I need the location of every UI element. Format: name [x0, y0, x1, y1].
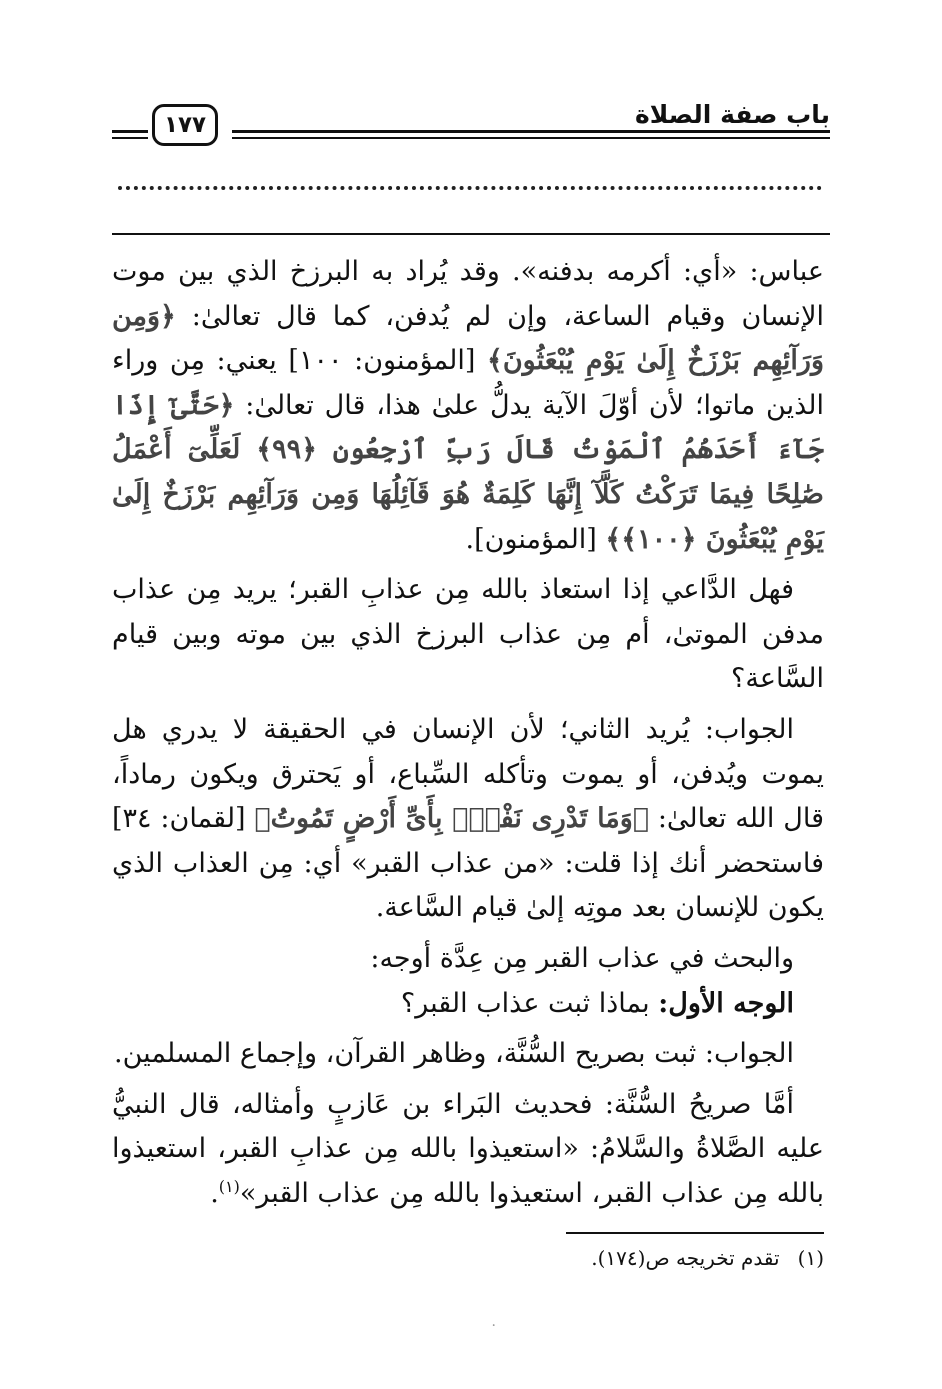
header-rule-left	[112, 130, 148, 139]
main-text	[112, 250, 824, 1222]
page-mark: ·	[491, 1318, 496, 1334]
quran-verse-3: ﴿وَمَا تَدْرِى نَفْسٌۢ بِأَىِّ أَرْضٍ تَمُوتُ﴾	[254, 803, 649, 835]
section-label: الوجه الأول:	[658, 987, 794, 1019]
quran-verse-2: ﴿حَتَّىٰٓ إِذَا جَآءَ أَحَدَهُمُ ٱلْمَوْتُ قَالَ رَبِّ ٱرْجِعُونِ ﴿٩٩﴾ لَعَلِّىٓ أَعْمَلُ صَٰلِحًا فِيمَا تَرَكْتُ كَلَّآ إِنَّهَا كَلِمَةٌ هُوَ قَآئِلُهَا وَمِن وَرَآئِهِم بَرْزَخٌ إِلَىٰ يَوْمِ يُبْعَثُونَ ﴿١٠٠﴾﴾	[112, 389, 824, 555]
footnote-reference[interactable]: (١)	[218, 1176, 240, 1196]
paragraph-7-end: .	[210, 1177, 219, 1209]
paragraph-3-text-a: الجواب: يُريد الثاني؛ لأن الإنسان في الحقيقة لا يدري هل يموت ويُدفن، أو يموت وتأكله السِّباع، أو يَحترق ويكون رماداً، قال الله تعالىٰ:	[112, 713, 824, 835]
paragraph-6: الجواب: ثبت بصريح السُّنَّة، وظاهر القرآن، وإجماع المسلمين.	[114, 1038, 794, 1070]
paragraph-3-text-b: [لقمان: ٣٤] فاستحضر أنك إذا قلت: «من عذاب القبر» أي: مِن العذاب الذي يكون للإنسان بعد موتِه إلىٰ قيام السَّاعة.	[112, 803, 824, 924]
paragraph-1-text-a: عباس: «أي: أكرمه بدفنه». وقد يُراد به البرزخ الذي بين موت الإنسان وقيام الساعة، وإن لم يُدفن، كما قال تعالىٰ:	[112, 256, 824, 332]
footnote-rule	[566, 1232, 824, 1234]
chapter-title: باب صفة الصلاة	[635, 100, 830, 129]
footnote-text: تقدم تخريجه ص(١٧٤).	[591, 1246, 780, 1270]
paragraph-7	[112, 1083, 824, 1217]
paragraph-1-text-b: [المؤمنون: ١٠٠] يعني: مِن وراء الذين ماتوا؛ لأن أوّلَ الآية يدلُّ علىٰ هذا، قال تعالىٰ:	[112, 345, 824, 421]
quran-verse-1: ﴿وَمِن وَرَآئِهِم بَرْزَخٌ إِلَىٰ يَوْمِ يُبْعَثُونَ﴾	[112, 300, 824, 377]
paragraph-5	[112, 982, 824, 1027]
paragraph-1	[112, 250, 824, 562]
footnote-number: (١)	[797, 1246, 824, 1270]
section-question: بماذا ثبت عذاب القبر؟	[400, 987, 659, 1019]
top-rule	[112, 233, 830, 235]
paragraph-3	[112, 708, 824, 931]
page-header	[112, 96, 830, 156]
header-rule	[232, 130, 830, 139]
paragraph-7-text: أمَّا صريحُ السُّنَّة: فحديث البَراء بن عَازبٍ وأمثاله، قال النبيُّ عليه الصَّلاةُ والسَّلامُ: «استعيذوا بالله مِن عذابِ القبر، استعيذوا بالله مِن عذاب القبر، استعيذوا بالله مِن عذاب القبر»	[112, 1088, 824, 1209]
page-number: ١٧٧	[152, 104, 218, 146]
paragraph-2: فهل الدَّاعي إذا استعاذ بالله مِن عذابِ القبر؛ يريد مِن عذاب مدفن الموتىٰ، أم مِن عذاب البرزخ الذي بين موته وبين قيام السَّاعة؟	[112, 574, 824, 695]
paragraph-4: والبحث في عذاب القبر مِن عِدَّة أوجه:	[370, 942, 794, 974]
paragraph-1-text-c: [المؤمنون].	[465, 523, 606, 555]
footnote	[591, 1244, 824, 1272]
dotted-separator	[118, 186, 822, 190]
